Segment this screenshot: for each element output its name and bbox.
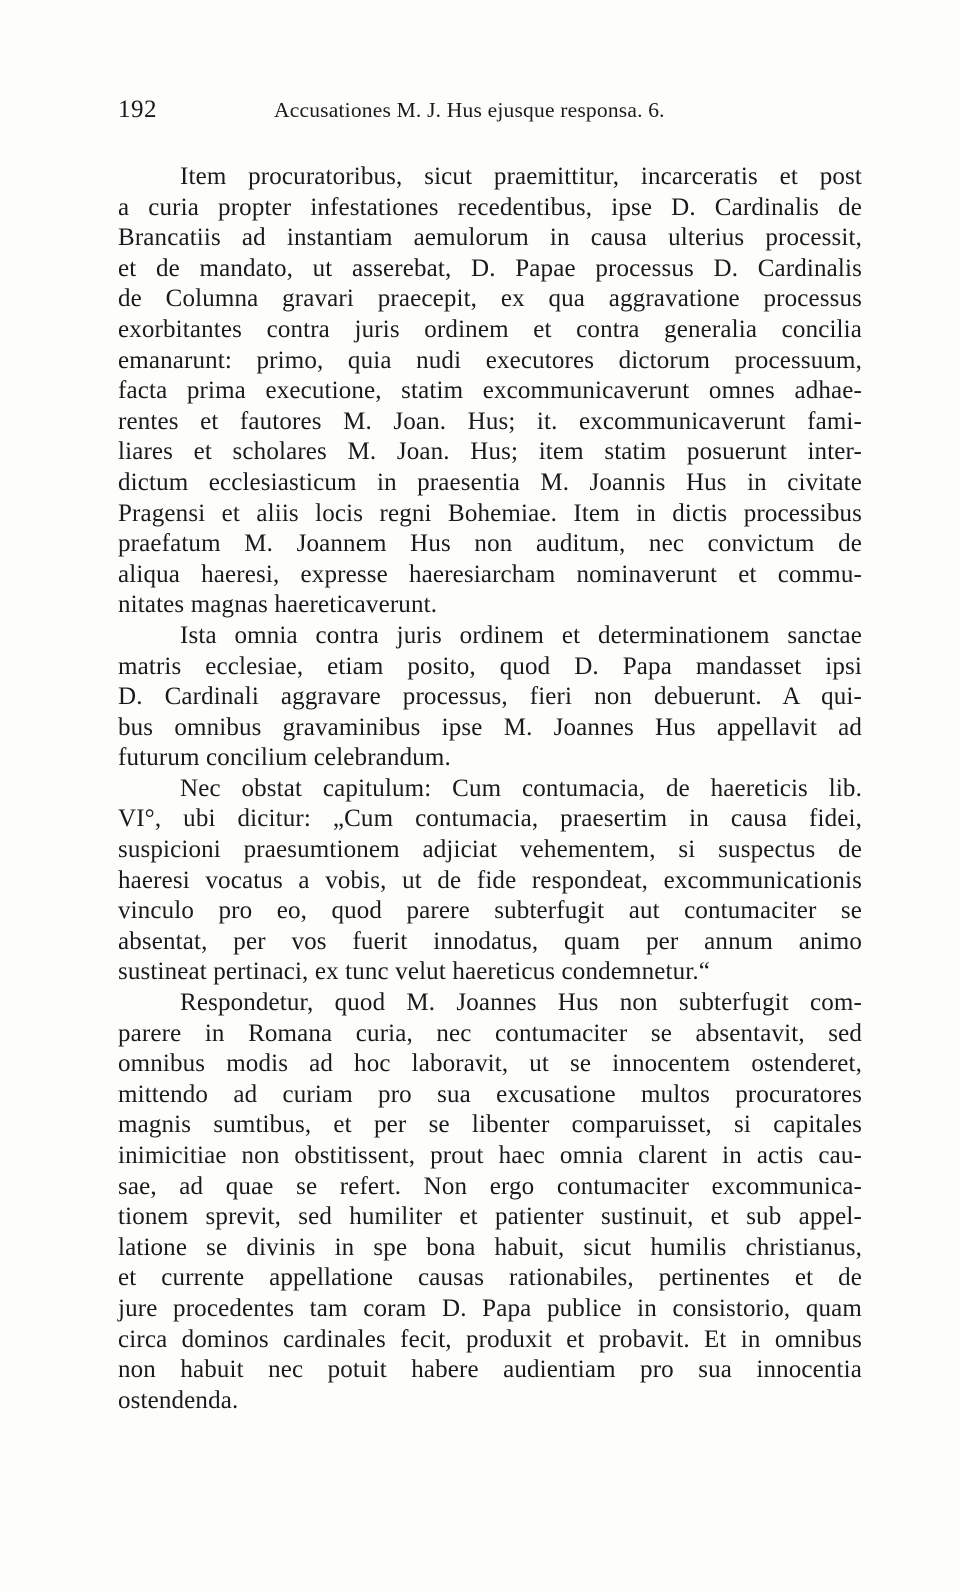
body-text — [118, 162, 862, 1416]
text-line: matris ecclesiae, etiam posito, quod D. Papa mandasset ipsi — [118, 652, 862, 680]
text-line: praefatum M. Joannem Hus non auditum, nec convictum de — [118, 530, 862, 558]
text-line: mittendo ad curiam pro sua excusatione multos procuratores — [118, 1080, 862, 1108]
text-line: ostendenda. — [118, 1386, 239, 1414]
text-line: D. Cardinali aggravare processus, fieri non debuerunt. A qui- — [118, 683, 862, 711]
text-line: futurum concilium celebrandum. — [118, 744, 451, 772]
text-line: suspicioni praesumtionem adjiciat vehementem, si suspectus de — [118, 836, 862, 864]
text-line: parere in Romana curia, nec contumaciter se absentavit, sed — [118, 1019, 862, 1047]
paragraph — [118, 621, 862, 774]
text-line: Respondetur, quod M. Joannes Hus non subterfugit com- — [180, 989, 862, 1017]
text-line: vinculo pro eo, quod parere subterfugit aut contumaciter se — [118, 897, 862, 925]
text-line: a curia propter infestationes recedentibus, ipse D. Cardinalis de — [118, 193, 862, 221]
text-line: sustineat pertinaci, ex tunc velut haereticus condemnetur.“ — [118, 958, 710, 986]
text-line: rentes et fautores M. Joan. Hus; it. excommunicaverunt fami- — [118, 407, 862, 435]
text-line: VI°, ubi dicitur: „Cum contumacia, praesertim in causa fidei, — [118, 805, 862, 833]
page-number: 192 — [118, 96, 157, 123]
text-line: aliqua haeresi, expresse haeresiarcham nominaverunt et commu- — [118, 560, 862, 588]
text-line: facta prima executione, statim excommunicaverunt omnes adhae- — [118, 377, 862, 405]
text-line: Pragensi et aliis locis regni Bohemiae. Item in dictis processibus — [118, 499, 862, 527]
text-line: Item procuratoribus, sicut praemittitur, incarceratis et post — [180, 163, 862, 190]
paragraph — [118, 774, 862, 988]
text-line: inimicitiae non obstitissent, prout haec omnia clarent in actis cau- — [118, 1142, 862, 1169]
text-line: dictum ecclesiasticum in praesentia M. Joannis Hus in civitate — [118, 468, 862, 496]
text-line: haeresi vocatus a vobis, ut de fide respondeat, excommunicationis — [118, 866, 862, 894]
text-line: et de mandato, ut asserebat, D. Papae processus D. Cardinalis — [118, 254, 862, 282]
text-line: tionem sprevit, sed humiliter et patienter sustinuit, et sub appel- — [118, 1203, 862, 1231]
text-line: sae, ad quae se refert. Non ergo contumaciter excommunica- — [118, 1172, 862, 1200]
text-line: liares et scholares M. Joan. Hus; item statim posuerunt inter- — [118, 438, 862, 466]
text-line: nitates magnas haereticaverunt. — [118, 591, 438, 619]
text-line: emanarunt: primo, quia nudi executores dictorum processuum, — [118, 346, 862, 374]
text-line: non habuit nec potuit habere audientiam pro sua innocentia — [118, 1356, 862, 1384]
paragraph — [118, 988, 862, 1416]
text-line: Ista omnia contra juris ordinem et determinationem sanctae — [180, 621, 862, 649]
text-line: latione se divinis in spe bona habuit, sicut humilis christianus, — [118, 1233, 862, 1261]
text-line: circa dominos cardinales fecit, produxit et probavit. Et in omnibus — [118, 1325, 862, 1353]
text-line: jure procedentes tam coram D. Papa publice in consistorio, quam — [118, 1294, 862, 1322]
text-line: omnibus modis ad hoc laboravit, ut se innocentem ostenderet, — [118, 1050, 862, 1078]
text-line: de Columna gravari praecepit, ex qua aggravatione processus — [118, 285, 862, 313]
paragraph — [118, 162, 862, 621]
text-line: et currente appellatione causas rationabiles, pertinentes et de — [118, 1264, 862, 1292]
text-line: absentat, per vos fuerit innodatus, quam per annum animo — [118, 927, 862, 955]
page-header — [118, 94, 858, 128]
text-line: Nec obstat capitulum: Cum contumacia, de haereticis lib. — [180, 774, 862, 802]
text-line: Brancatiis ad instantiam aemulorum in causa ulterius processit, — [118, 224, 862, 252]
text-line: magnis sumtibus, et per se libenter comparuisset, si capitales — [118, 1111, 862, 1139]
text-line: bus omnibus gravaminibus ipse M. Joannes Hus appellavit ad — [118, 713, 862, 741]
text-line: exorbitantes contra juris ordinem et contra generalia concilia — [118, 315, 862, 343]
running-head: Accusationes M. J. Hus ejusque responsa. 6. — [274, 98, 665, 122]
